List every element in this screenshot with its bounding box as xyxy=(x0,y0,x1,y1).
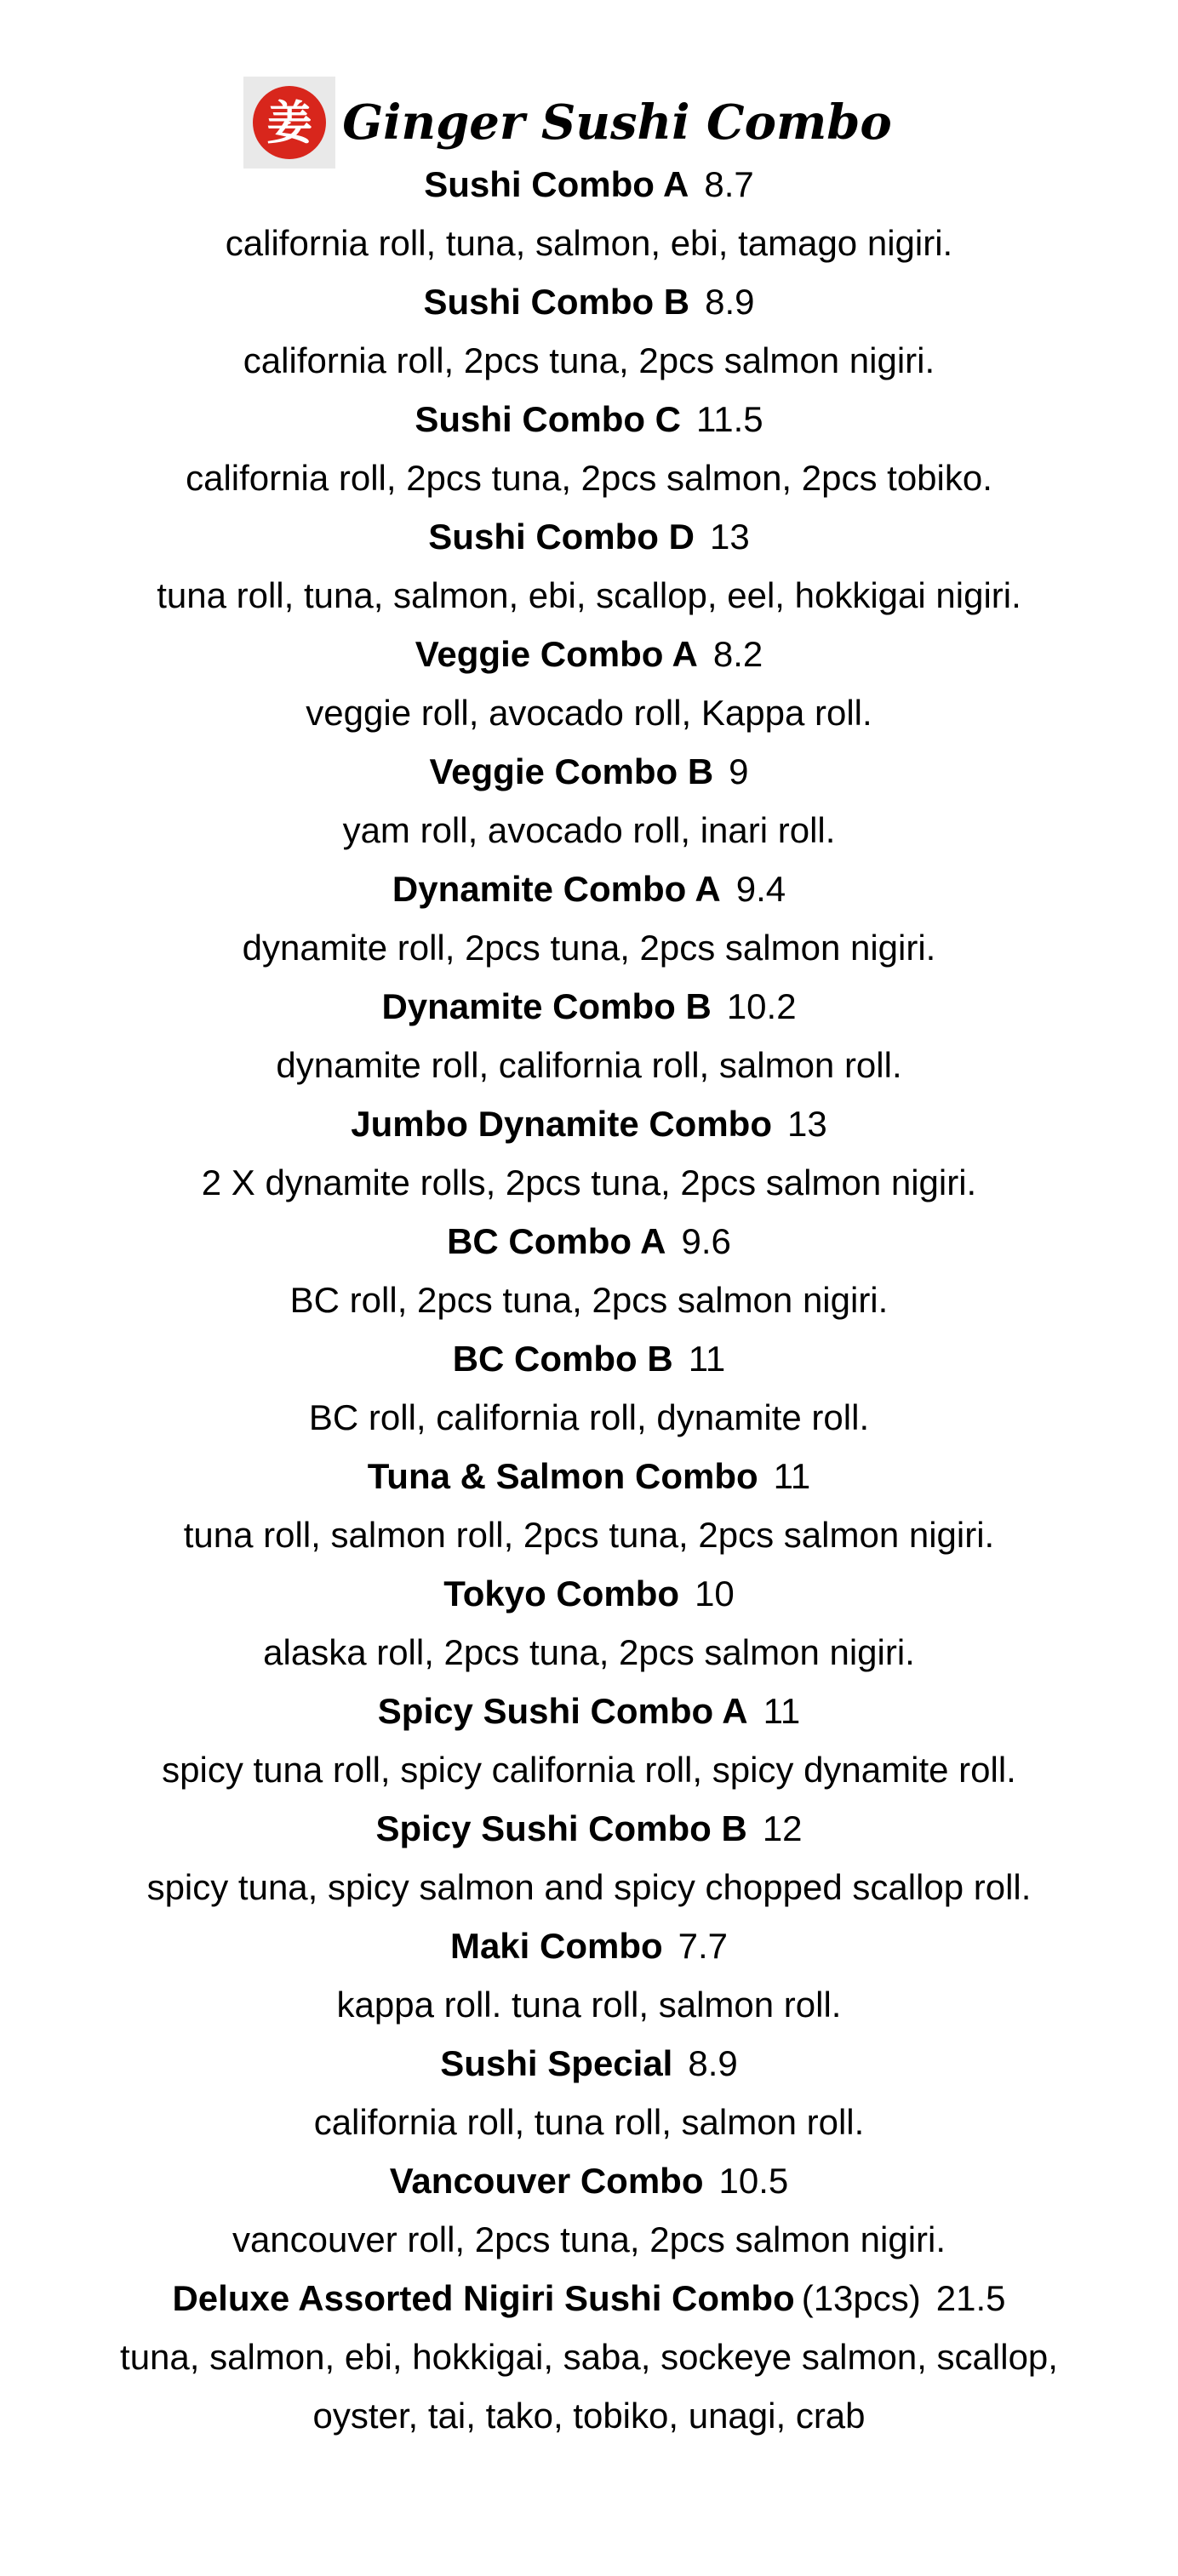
menu-item-description: alaska roll, 2pcs tuna, 2pcs salmon nigiri. xyxy=(263,1632,915,1672)
menu-item-name: BC Combo B xyxy=(452,1339,673,1379)
menu-item-heading xyxy=(0,1916,1178,1975)
menu-item-description: tuna roll, salmon roll, 2pcs tuna, 2pcs salmon nigiri. xyxy=(183,1515,995,1555)
menu-item-description: dynamite roll, 2pcs tuna, 2pcs salmon nigiri. xyxy=(242,928,936,968)
menu-item-description: kappa roll. tuna roll, salmon roll. xyxy=(336,1985,842,2025)
menu-item-heading xyxy=(0,860,1178,918)
menu-item-description: yam roll, avocado roll, inari roll. xyxy=(342,810,836,850)
menu-item-description: california roll, 2pcs tuna, 2pcs salmon nigiri. xyxy=(243,340,935,380)
menu-item-name: Sushi Combo A xyxy=(424,164,689,204)
menu-item-description: spicy tuna roll, spicy california roll, spicy dynamite roll. xyxy=(162,1750,1016,1790)
menu-item-price: 21.5 xyxy=(935,2278,1006,2318)
menu-item-price: 10 xyxy=(695,1574,735,1614)
menu-item-price: 10.5 xyxy=(718,2161,789,2201)
menu-item-description: spicy tuna, spicy salmon and spicy chopped scallop roll. xyxy=(146,1867,1032,1907)
ginger-seal-icon xyxy=(253,86,326,159)
menu-item-name: Sushi Combo B xyxy=(423,282,690,322)
menu-item-heading xyxy=(0,977,1178,1036)
menu-item-price: 11 xyxy=(763,1691,801,1731)
menu-item-name: Dynamite Combo B xyxy=(381,986,712,1026)
menu-item-heading xyxy=(0,1329,1178,1388)
menu-item-price: 9 xyxy=(729,751,749,791)
menu-item-heading xyxy=(0,155,1178,214)
menu-item-description: vancouver roll, 2pcs tuna, 2pcs salmon nigiri. xyxy=(232,2219,946,2259)
menu-item-price: 9.6 xyxy=(681,1221,731,1261)
menu-item-name: Dynamite Combo A xyxy=(392,869,721,909)
menu-item-price: 8.2 xyxy=(712,634,763,674)
menu-item-note: (13pcs) xyxy=(801,2278,921,2318)
menu-item-name: Vancouver Combo xyxy=(389,2161,704,2201)
menu-item-description: california roll, tuna roll, salmon roll. xyxy=(313,2102,865,2142)
menu-item-name: Sushi Combo C xyxy=(415,399,682,439)
menu-item-name: BC Combo A xyxy=(447,1221,666,1261)
menu-item-name: Jumbo Dynamite Combo xyxy=(351,1104,772,1144)
menu-item-description: veggie roll, avocado roll, Kappa roll. xyxy=(306,693,872,733)
menu-item-name: Deluxe Assorted Nigiri Sushi Combo xyxy=(172,2278,795,2318)
menu-item-price: 7.7 xyxy=(678,1926,729,1966)
menu-item-name: Tuna & Salmon Combo xyxy=(367,1456,758,1496)
menu-item-description: dynamite roll, california roll, salmon roll. xyxy=(276,1045,902,1085)
logo-glyph: 姜 xyxy=(266,95,313,150)
menu-item-heading xyxy=(0,2269,1178,2328)
menu-item-heading xyxy=(0,1212,1178,1271)
menu-item-price: 9.4 xyxy=(735,869,786,909)
menu-item-price: 13 xyxy=(709,517,750,557)
menu-item-price: 10.2 xyxy=(726,986,797,1026)
menu-item-heading xyxy=(0,1682,1178,1740)
menu-item-description: 2 X dynamite rolls, 2pcs tuna, 2pcs salmon nigiri. xyxy=(201,1162,977,1202)
menu-item-name: Sushi Combo D xyxy=(428,517,695,557)
menu-item-heading xyxy=(0,2151,1178,2210)
menu-item-name: Spicy Sushi Combo A xyxy=(377,1691,748,1731)
menu-item-heading xyxy=(0,272,1178,331)
menu-item-description: tuna roll, tuna, salmon, ebi, scallop, eel, hokkigai nigiri. xyxy=(157,575,1021,615)
menu-item-price: 8.9 xyxy=(705,282,755,322)
menu-item-heading xyxy=(0,1094,1178,1153)
menu-item-price: 8.7 xyxy=(704,164,754,204)
menu-item-heading xyxy=(0,1447,1178,1505)
menu-item-description: oyster, tai, tako, tobiko, unagi, crab xyxy=(312,2396,866,2436)
menu-item-name: Veggie Combo B xyxy=(429,751,714,791)
menu-item-description: tuna, salmon, ebi, hokkigai, saba, sockeye salmon, scallop, xyxy=(120,2337,1058,2377)
menu-item-heading xyxy=(0,390,1178,448)
menu-item-description: california roll, 2pcs tuna, 2pcs salmon, 2pcs tobiko. xyxy=(186,458,992,498)
menu-item-description: BC roll, california roll, dynamite roll. xyxy=(308,1397,870,1437)
menu-item-price: 8.9 xyxy=(688,2043,738,2083)
menu-item-name: Veggie Combo A xyxy=(415,634,698,674)
menu-item-price: 11.5 xyxy=(696,399,763,439)
menu-item-heading xyxy=(0,2034,1178,2093)
menu-item-price: 13 xyxy=(787,1104,827,1144)
menu-item-heading xyxy=(0,1564,1178,1623)
menu-item-heading xyxy=(0,507,1178,566)
menu-item-name: Sushi Special xyxy=(440,2043,673,2083)
menu-title: Ginger Sushi Combo xyxy=(342,94,892,151)
menu-item-heading xyxy=(0,742,1178,801)
menu-item-description: california roll, tuna, salmon, ebi, tamago nigiri. xyxy=(225,223,953,263)
menu-item-description: BC roll, 2pcs tuna, 2pcs salmon nigiri. xyxy=(289,1280,889,1320)
combo-list xyxy=(0,155,1178,2445)
menu-item-name: Spicy Sushi Combo B xyxy=(375,1808,747,1848)
menu-item-name: Maki Combo xyxy=(449,1926,663,1966)
menu-item-price: 11 xyxy=(688,1339,726,1379)
menu-item-heading xyxy=(0,1799,1178,1858)
menu-item-price: 12 xyxy=(762,1808,803,1848)
menu-item-name: Tokyo Combo xyxy=(443,1574,680,1614)
menu-item-price: 11 xyxy=(773,1456,811,1496)
menu-item-heading xyxy=(0,625,1178,683)
